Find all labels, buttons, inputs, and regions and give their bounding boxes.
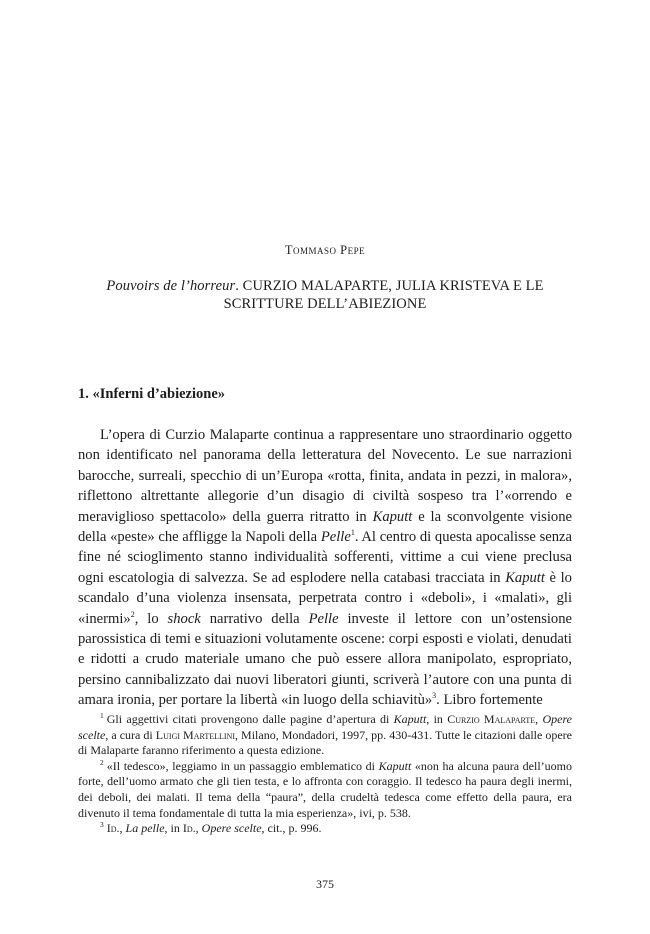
footnote-3 xyxy=(78,821,572,837)
text-run: , xyxy=(195,821,202,836)
text-run: e la sconvolgente visione della «peste» che affligge la Napoli della xyxy=(78,508,572,546)
footnote-mark: 3 xyxy=(100,820,104,830)
article-title xyxy=(70,277,580,313)
text-run: investe il lettore con un’ostensione parossistica di temi e situazioni volutamente oscene: corpi esposti e violati, denudati e ridotti a crudo materiale umano che può essere allora manipolato, espropriato, persino cannibalizzato dai nuovi liberatori giunti, scriverà l’autore con una punta di amara ironia, per portare la libertà «in luogo della schiavitù» xyxy=(78,610,573,709)
text-run: «non ha alcuna paura dell’uomo forte, dell’uomo armato che gli tien testa, e lo affronta con coraggio. Il tedesco ha paura degli inermi, dei deboli, dei malati. Il tema della “paura”, della crudeltà tedesca come effetto della paura, era divenuto il tema fondamentale di tutta la mia esperienza», ivi, p. 538. xyxy=(78,758,572,820)
author-name: Tommaso Pepe xyxy=(284,243,366,257)
italic-run: shock xyxy=(167,610,201,627)
footnote-mark: 2 xyxy=(100,757,104,767)
footnotes xyxy=(78,712,572,837)
author-smallcaps: Id. xyxy=(106,821,120,836)
footnote-ref[interactable]: 2 xyxy=(130,609,135,619)
title-main-part: . CURZIO MALAPARTE, JULIA KRISTEVA E LE SCRITTURE DELL’ABIEZIONE xyxy=(223,278,544,312)
italic-run: Kaputt xyxy=(372,508,413,525)
text-run: , cit., p. 996. xyxy=(261,821,322,836)
author-smallcaps: Id. xyxy=(182,821,196,836)
text-run: è lo scandalo d’una violenza insensata, perpetrata contro i «deboli», i «malati», gli «inermi» xyxy=(78,569,572,627)
author-smallcaps: Curzio Malaparte xyxy=(447,712,536,726)
text-run: , a cura di xyxy=(105,727,156,742)
text-run: narrativo della xyxy=(200,610,309,627)
italic-run: Kaputt xyxy=(393,712,427,726)
italic-run: Opere scelte xyxy=(201,821,262,836)
footnote-ref[interactable]: 3 xyxy=(432,691,437,701)
italic-run: Pelle xyxy=(320,529,351,546)
title-italic-part: Pouvoirs de l’horreur xyxy=(106,278,236,294)
italic-run: La pelle xyxy=(125,821,165,836)
editor-smallcaps: Luigi Martellini xyxy=(155,727,236,742)
text-run: Gli aggettivi citati provengono dalle pagine d’apertura di xyxy=(106,712,394,726)
footnote-1 xyxy=(78,712,572,759)
italic-run: Kaputt xyxy=(378,758,412,773)
text-run: , xyxy=(535,712,543,726)
footnote-ref[interactable]: 1 xyxy=(350,528,355,538)
text-run: . Al centro di questa apocalisse senza fine né scioglimento stanno individualità sofferenti, vittime a cui viene preclusa ogni escatologia di salvezza. Se ad esplodere nella catabasi tracciata in xyxy=(78,529,572,586)
section-heading: 1. «Inferni d’abiezione» xyxy=(78,386,226,402)
footnote-2 xyxy=(78,759,572,821)
text-run: , lo xyxy=(134,610,168,627)
italic-run: Pelle xyxy=(308,610,339,627)
text-run: . Libro fortemente xyxy=(436,692,543,709)
text-run: «Il tedesco», leggiamo in un passaggio emblematico di xyxy=(106,758,379,773)
body-text xyxy=(78,425,572,711)
text-run: , Milano, Mondadori, 1997, pp. 430-431. Tutte le citazioni dalle opere di Malaparte faranno riferimento a questa edizione. xyxy=(78,727,573,758)
text-run: , in xyxy=(164,821,183,836)
body-paragraph xyxy=(78,425,572,711)
italic-run: Kaputt xyxy=(505,569,545,586)
text-run: L’opera di Curzio Malaparte continua a rappresentare uno straordinario oggetto non identificato nel panorama della letteratura del Novecento. Le sue narrazioni barocche, surreali, specchio di un’Europa «rotta, finita, andata in pezzi, in malora», riflettono altrettante allegorie d’un disagio di civiltà sospeso tra l’«orrendo e meraviglioso spettacolo» della guerra ritratto in xyxy=(78,427,572,525)
text-run: , in xyxy=(426,712,448,726)
page-number: 375 xyxy=(316,877,334,891)
text-run: , xyxy=(119,821,126,836)
footnote-mark: 1 xyxy=(100,711,104,720)
italic-run: Opere scelte xyxy=(78,712,572,742)
